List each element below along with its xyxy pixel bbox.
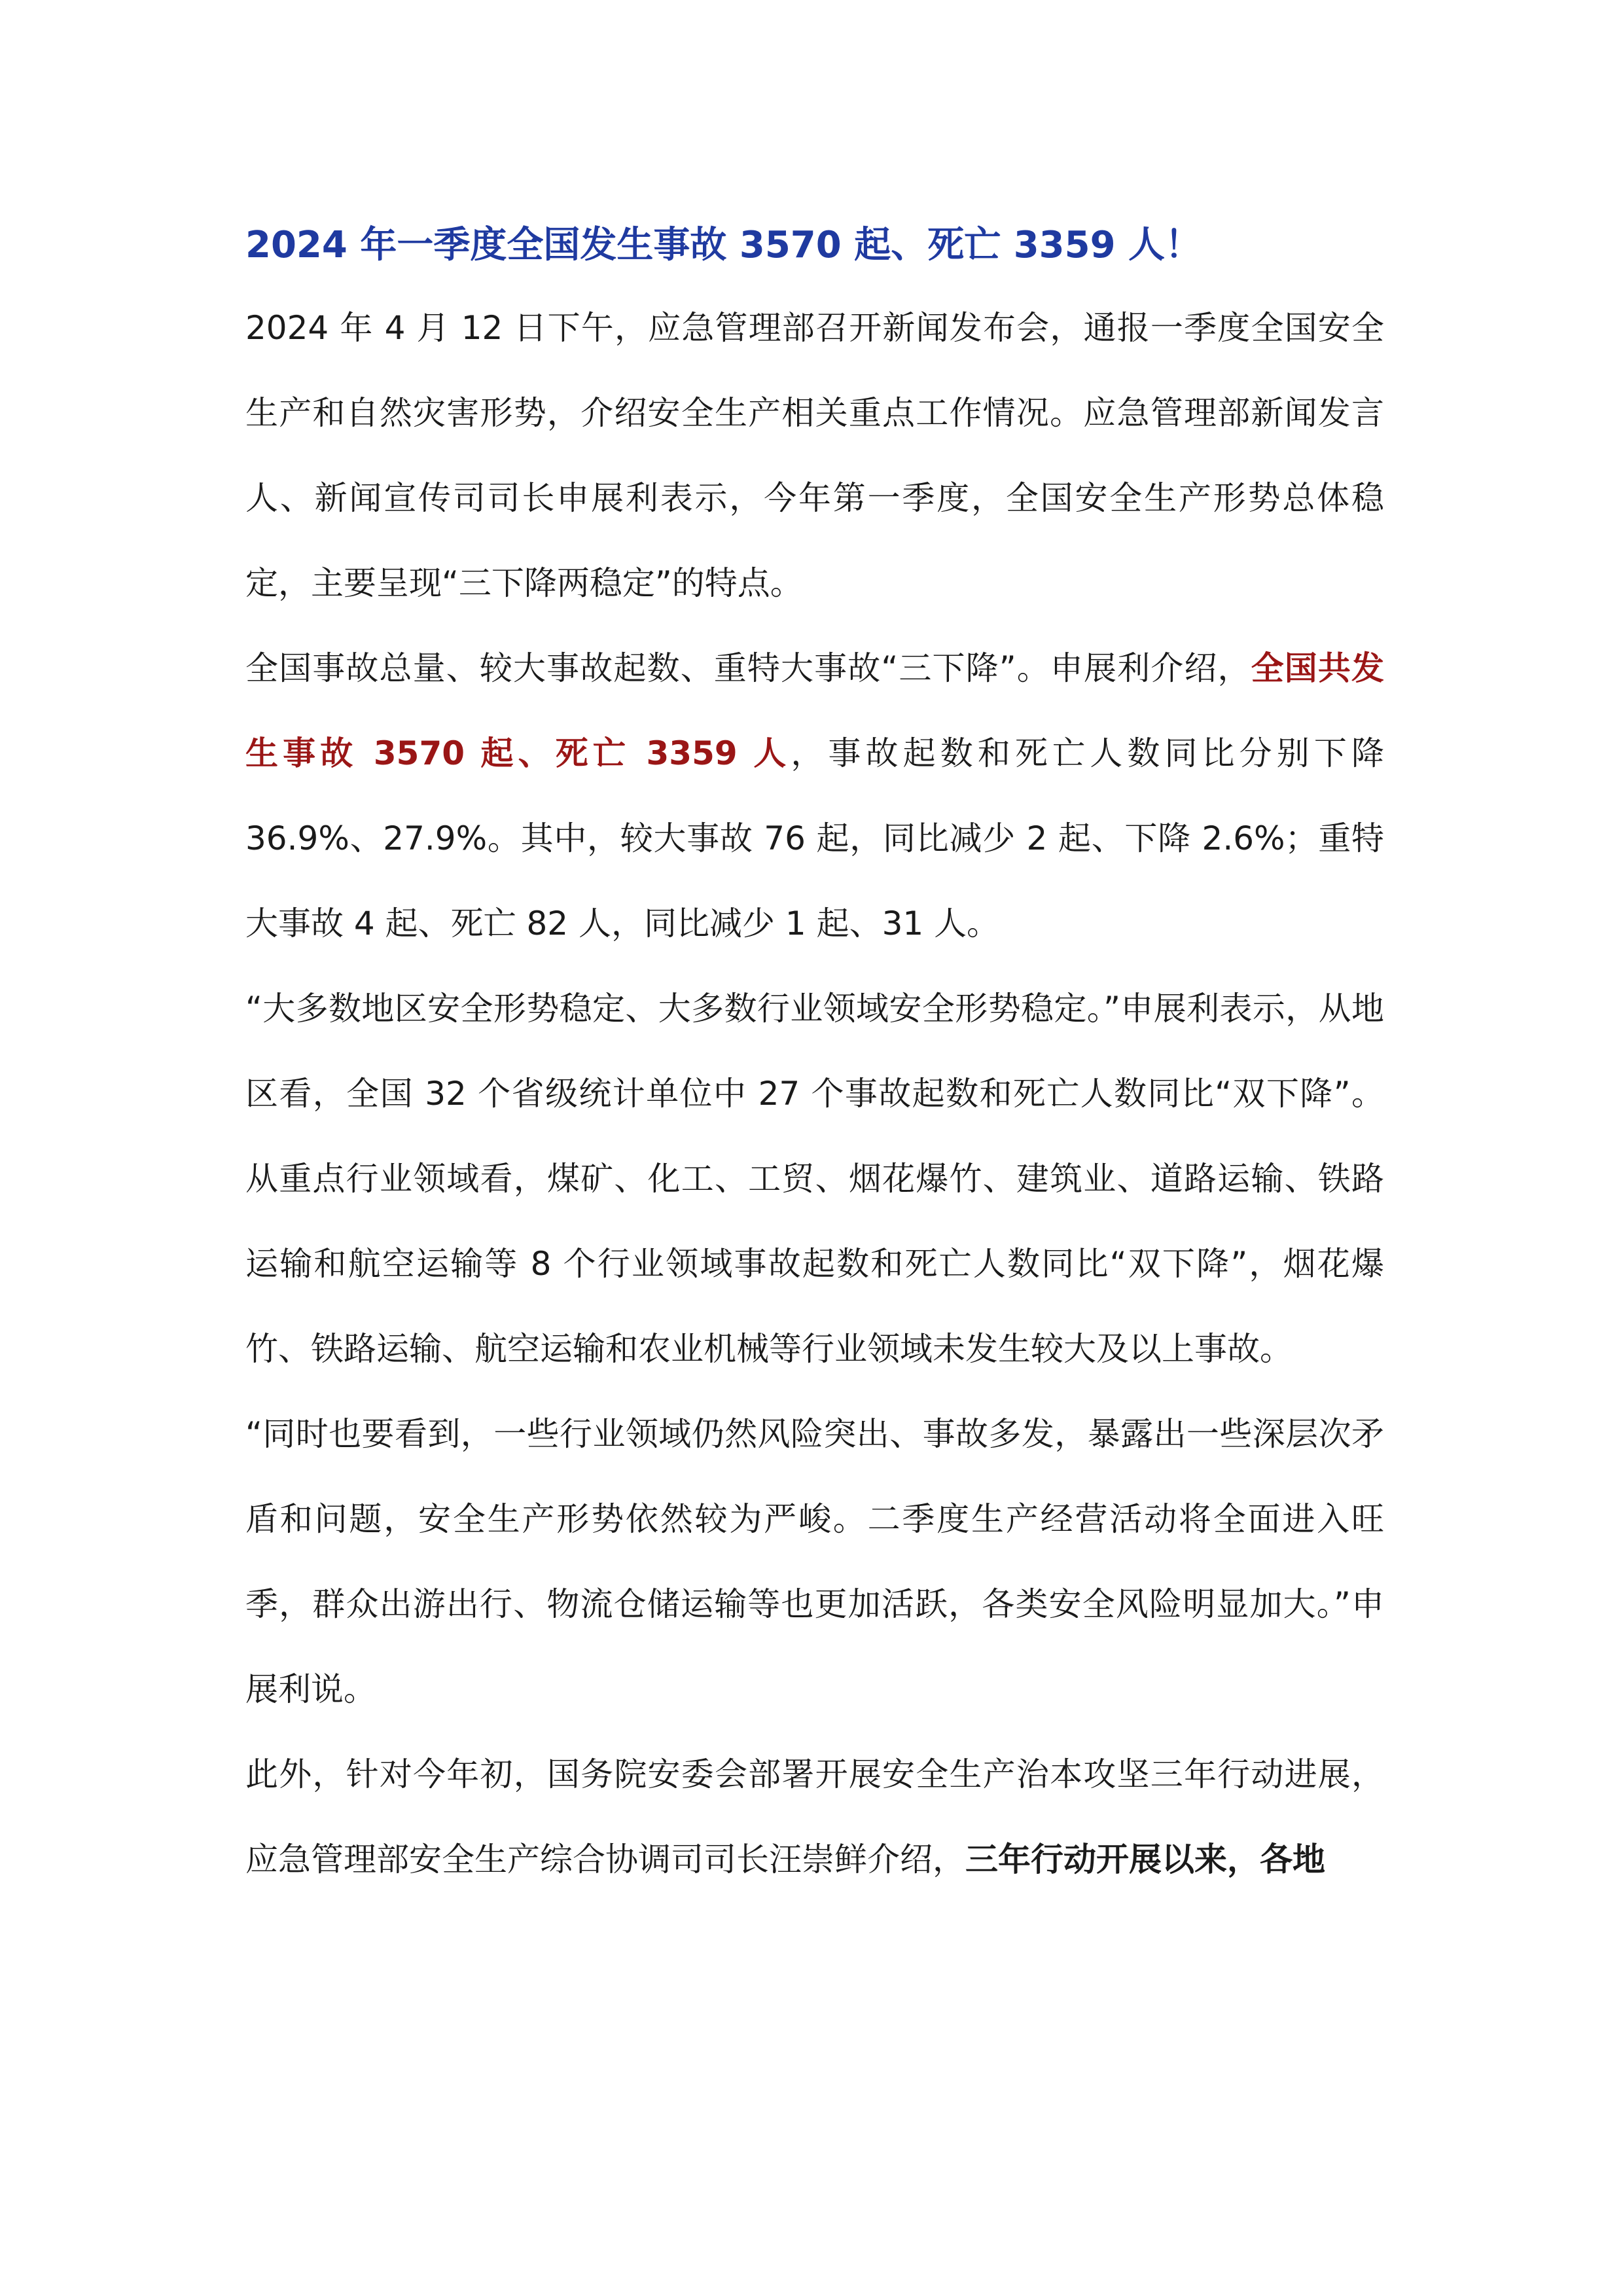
paragraph-2-intro: 全国事故总量、较大事故起数、重特大事故“三下降”。申展利介绍， xyxy=(245,649,1251,687)
paragraph-1: 2024 年 4 月 12 日下午，应急管理部召开新闻发布会，通报一季度全国安全生产和自然灾害形势，介绍安全生产相关重点工作情况。应急管理部新闻发言人、新闻宣传司司长申展利表示，今年第一季度，全国安全生产形势总体稳定，主要呈现“三下降两稳定”的特点。 xyxy=(245,309,1384,602)
highlight-accident-stats: 全国共发生事故 3570 起、死亡 3359 人 xyxy=(245,649,1384,772)
paragraph-2 xyxy=(245,626,1384,966)
paragraph-4: “同时也要看到，一些行业领域仍然风险突出、事故多发，暴露出一些深层次矛盾和问题，安全生产形势依然较为严峻。二季度生产经营活动将全面进入旺季，群众出游出行、物流仓储运输等也更加活跃，各类安全风险明显加大。”申展利说。 xyxy=(245,1415,1384,1708)
article xyxy=(245,209,1384,1902)
paragraph-3: “大多数地区安全形势稳定、大多数行业领域安全形势稳定。”申展利表示，从地区看，全国 32 个省级统计单位中 27 个事故起数和死亡人数同比“双下降”。从重点行业领域看，煤矿、化工、工贸、烟花爆竹、建筑业、道路运输、铁路运输和航空运输等 8 个行业领域事故起数和死亡人数同比“双下降”，烟花爆竹、铁路运输、航空运输和农业机械等行业领域未发生较大及以上事故。 xyxy=(245,990,1384,1368)
bold-three-year-action: 三年行动开展以来，各地 xyxy=(965,1840,1325,1878)
paragraph-2-details: ，事故起数和死亡人数同比分别下降 36.9%、27.9%。其中，较大事故 76 起，同比减少 2 起、下降 2.6%；重特大事故 4 起、死亡 82 人，同比减少 1 起、31 人。 xyxy=(245,734,1385,942)
paragraph-5-intro: 此外，针对今年初，国务院安委会部署开展安全生产治本攻坚三年行动进展，应急管理部安全生产综合协调司司长汪崇鲜介绍， xyxy=(245,1755,1384,1878)
article-title: 2024 年一季度全国发生事故 3570 起、死亡 3359 人！ xyxy=(245,224,1202,266)
paragraph-5 xyxy=(245,1732,1384,1902)
